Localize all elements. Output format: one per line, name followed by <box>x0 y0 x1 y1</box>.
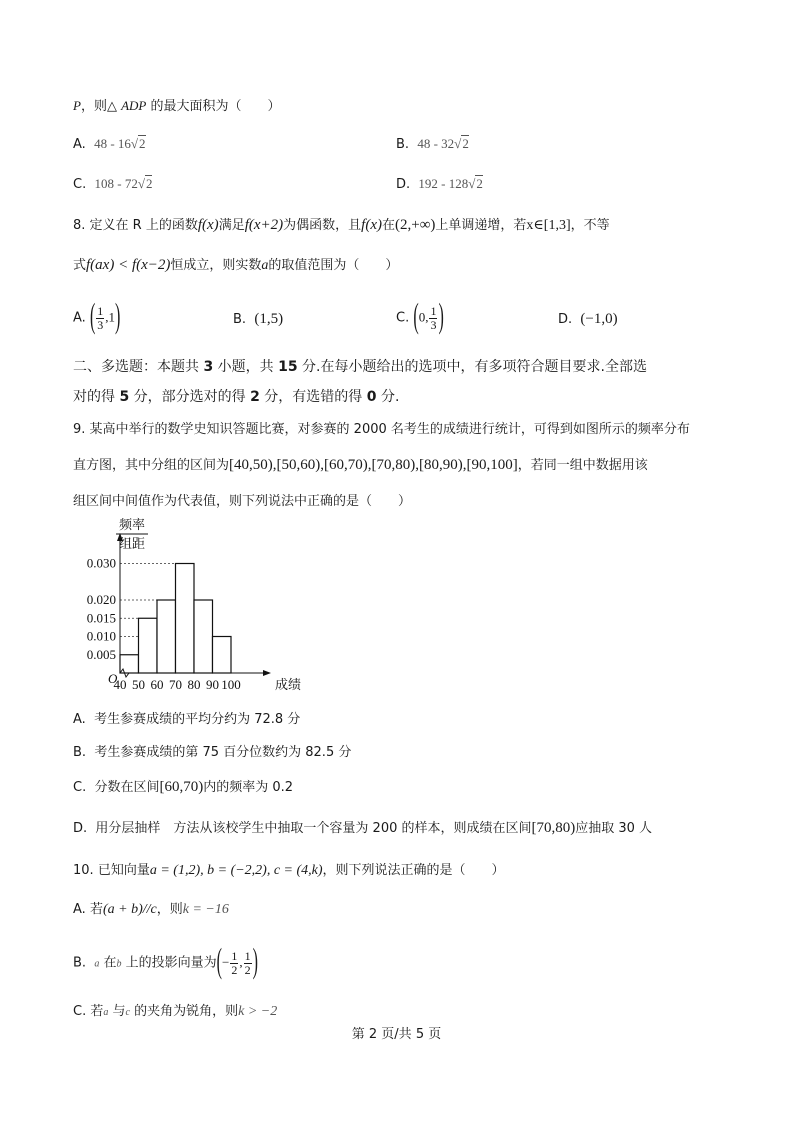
histogram-bar <box>120 655 139 673</box>
q9-option-c: C. 分数在区间[60,70)内的频率为 0.2 <box>73 779 294 795</box>
x-axis-arrow <box>263 670 271 676</box>
q10-option-a: A. 若(a + b)//c，则k = −16 <box>73 902 229 917</box>
frequency-histogram <box>60 515 320 700</box>
q7-option-a: A. 48 - 16√2 <box>73 136 146 152</box>
q9-stem-line2: 直方图，其中分组的区间为[40,50),[50,60),[60,70),[70,80),[80,90),[90,100]，若同一组中数据用该 <box>73 457 648 473</box>
q7-option-c: C. 108 - 72√2 <box>73 176 153 192</box>
x-tick-label: 60 <box>150 677 164 692</box>
y-tick-label: 0.015 <box>86 610 116 626</box>
y-axis-label-denominator: 组距 <box>118 537 146 552</box>
page-footer: 第 2 页/共 5 页 <box>351 1027 442 1042</box>
x-tick-label: 100 <box>221 677 241 692</box>
x-tick-label: 90 <box>206 677 219 692</box>
x-tick-label: 50 <box>132 677 145 692</box>
q10-option-b: B. a 在b 上的投影向量为(− $\frac{1}{2}$ , $\frac{1}{2}$ ) <box>73 942 258 981</box>
q8-option-d: D. (−1,0) <box>558 311 618 327</box>
y-tick-label: 0.030 <box>86 555 116 571</box>
q8-option-c: C. (0, $\frac{1}{3}$ ) <box>396 297 444 336</box>
q8-option-a: A. ( $\frac{1}{3}$ ,1) <box>73 297 121 336</box>
q9-option-d: D. 用分层抽样 方法从该校学生中抽取一个容量为 200 的样本，则成绩在区间[70,80)应抽取 30 人 <box>73 820 653 836</box>
y-axis-label-numerator: 频率 <box>118 518 146 533</box>
histogram-bar <box>139 618 158 673</box>
point-p: P <box>73 98 81 113</box>
q9-stem-line1: 9. 某高中举行的数学史知识答题比赛，对参赛的 2000 名考生的成绩进行统计，可得到如图所示的频率分布 <box>73 422 690 437</box>
q7-stem: P，则△ ADP 的最大面积为（ ） <box>73 98 281 114</box>
q8-stem-line1: 8. 定义在 R 上的函数f(x)满足f(x+2)为偶函数，且f(x)在(2,+∞)上单调递增，若x∈[1,3]，不等 <box>73 217 610 233</box>
x-tick-label: 80 <box>187 677 201 692</box>
origin-label: O <box>108 671 118 686</box>
q8-option-b: B. (1,5) <box>233 311 284 327</box>
histogram-bar <box>157 600 176 673</box>
q10-option-c: C. 若a 与c 的夹角为锐角，则k > −2 <box>73 1004 278 1019</box>
q9-option-b: B. 考生参赛成绩的第 75 百分位数约为 82.5 分 <box>73 745 352 760</box>
x-axis-label: 成绩 <box>274 678 302 693</box>
q10-stem: 10. 已知向量a = (1,2), b = (−2,2), c = (4,k)，则下列说法正确的是（ ） <box>73 863 505 878</box>
q7-option-b: B. 48 - 32√2 <box>396 136 469 152</box>
q9-stem-line3: 组区间中间值作为代表值，则下列说法中正确的是（ ） <box>73 494 412 509</box>
triangle-adp: ADP <box>121 98 147 113</box>
q9-option-a: A. 考生参赛成绩的平均分约为 72.8 分 <box>73 712 301 727</box>
histogram-bar <box>213 637 232 674</box>
section2-line1: 二、多选题：本题共 3 小题，共 15 分.在每小题给出的选项中，有多项符合题目要求.全部选 <box>73 359 647 375</box>
q8-stem-line2: 式f(ax) < f(x−2)恒成立，则实数a的取值范围为（ ） <box>73 257 399 273</box>
y-tick-label: 0.005 <box>86 646 116 662</box>
section2-line2: 对的得 5 分，部分选对的得 2 分，有选错的得 0 分. <box>73 389 400 405</box>
histogram-bar <box>176 564 195 674</box>
y-tick-label: 0.010 <box>86 628 116 644</box>
y-tick-label: 0.020 <box>86 592 116 607</box>
q7-option-d: D. 192 - 128√2 <box>396 176 483 192</box>
x-tick-label: 40 <box>113 677 127 692</box>
x-tick-label: 70 <box>169 677 182 692</box>
histogram-bar <box>194 600 213 673</box>
